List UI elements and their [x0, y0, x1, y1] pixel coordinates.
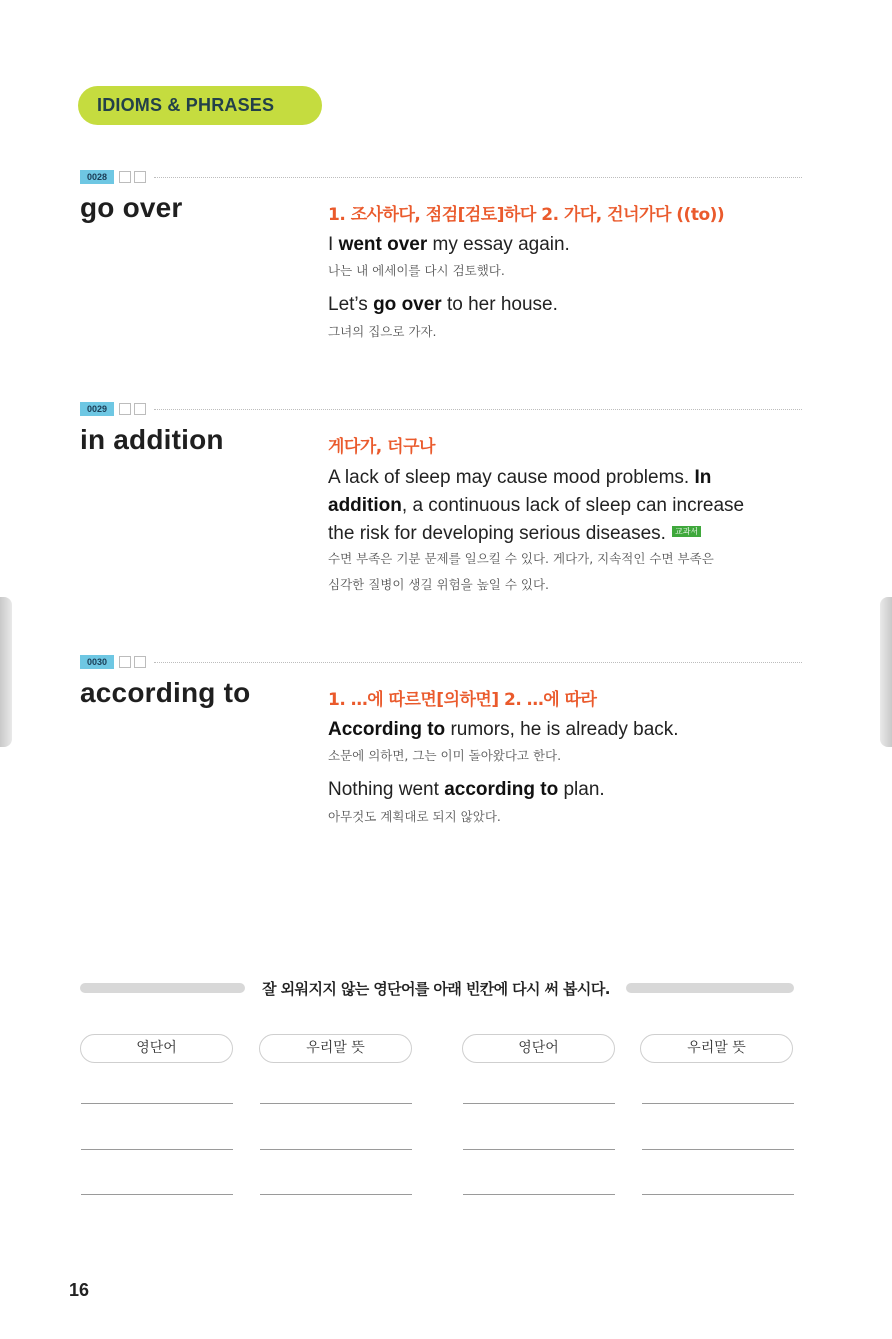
column-header-korean: 우리말 뜻 — [640, 1034, 793, 1063]
left-page-tab — [0, 597, 12, 747]
review-checkbox[interactable] — [119, 656, 131, 668]
dotted-divider — [154, 177, 802, 178]
write-line[interactable] — [81, 1103, 233, 1104]
review-checkbox[interactable] — [119, 171, 131, 183]
write-line[interactable] — [260, 1149, 412, 1150]
dotted-divider — [154, 662, 802, 663]
entry-number: 0029 — [80, 402, 114, 416]
review-checkbox[interactable] — [119, 403, 131, 415]
write-line[interactable] — [260, 1194, 412, 1195]
meaning: 1. 조사하다, 점검[검토]하다 2. 가다, 건너가다 ((to)) — [328, 205, 725, 225]
review-bar-left — [80, 983, 245, 993]
headword: according to — [80, 677, 251, 708]
review-bar-right — [626, 983, 794, 993]
example-korean: 소문에 의하면, 그는 이미 돌아왔다고 한다. — [328, 748, 562, 763]
entry-number: 0028 — [80, 170, 114, 184]
write-line[interactable] — [463, 1194, 615, 1195]
example-korean: 수면 부족은 기분 문제를 일으킬 수 있다. 게다가, 지속적인 수면 부족은 — [328, 551, 714, 566]
entry-header — [80, 170, 802, 184]
write-line[interactable] — [463, 1103, 615, 1104]
write-line[interactable] — [642, 1103, 794, 1104]
entry-in-addition — [80, 402, 802, 592]
column-header-english: 영단어 — [80, 1034, 233, 1063]
write-line[interactable] — [81, 1194, 233, 1195]
example-korean: 심각한 질병이 생길 위험을 높일 수 있다. — [328, 577, 550, 592]
example-english: Nothing went according to plan. — [328, 779, 605, 800]
column-header-english: 영단어 — [462, 1034, 615, 1063]
write-line[interactable] — [642, 1194, 794, 1195]
column-header-korean: 우리말 뜻 — [259, 1034, 412, 1063]
dotted-divider — [154, 409, 802, 410]
meaning: 게다가, 더구나 — [328, 437, 435, 457]
meaning: 1. …에 따르면[의하면] 2. …에 따라 — [328, 690, 597, 710]
example-korean: 나는 내 에세이를 다시 검토했다. — [328, 263, 505, 278]
entry-number: 0030 — [80, 655, 114, 669]
review-checkbox[interactable] — [134, 171, 146, 183]
review-checkbox[interactable] — [134, 656, 146, 668]
review-title: 잘 외워지지 않는 영단어를 아래 빈칸에 다시 써 봅시다. — [262, 980, 610, 998]
example-english: A lack of sleep may cause mood problems. In — [328, 467, 712, 488]
entry-according-to — [80, 655, 802, 824]
entry-header — [80, 402, 802, 416]
example-english: According to rumors, he is already back. — [328, 719, 679, 740]
headword: in addition — [80, 424, 224, 455]
example-korean: 아무것도 계획대로 되지 않았다. — [328, 809, 501, 824]
entry-go-over — [80, 170, 802, 339]
review-checkbox[interactable] — [134, 403, 146, 415]
write-line[interactable] — [81, 1149, 233, 1150]
write-line[interactable] — [260, 1103, 412, 1104]
textbook-badge: 교과서 — [672, 526, 701, 537]
headword: go over — [80, 192, 183, 223]
example-english: I went over my essay again. — [328, 234, 570, 255]
section-title: IDIOMS & PHRASES — [78, 86, 322, 125]
write-line[interactable] — [642, 1149, 794, 1150]
example-english: addition, a continuous lack of sleep can increase — [328, 495, 745, 516]
example-english: Let’s go over to her house. — [328, 294, 558, 315]
page-number: 16 — [69, 1280, 90, 1300]
example-english: the risk for developing serious diseases. 교과서 — [328, 521, 701, 547]
write-line[interactable] — [463, 1149, 615, 1150]
example-korean: 그녀의 집으로 가자. — [328, 324, 437, 339]
entry-header — [80, 655, 802, 669]
right-page-tab — [880, 597, 892, 747]
